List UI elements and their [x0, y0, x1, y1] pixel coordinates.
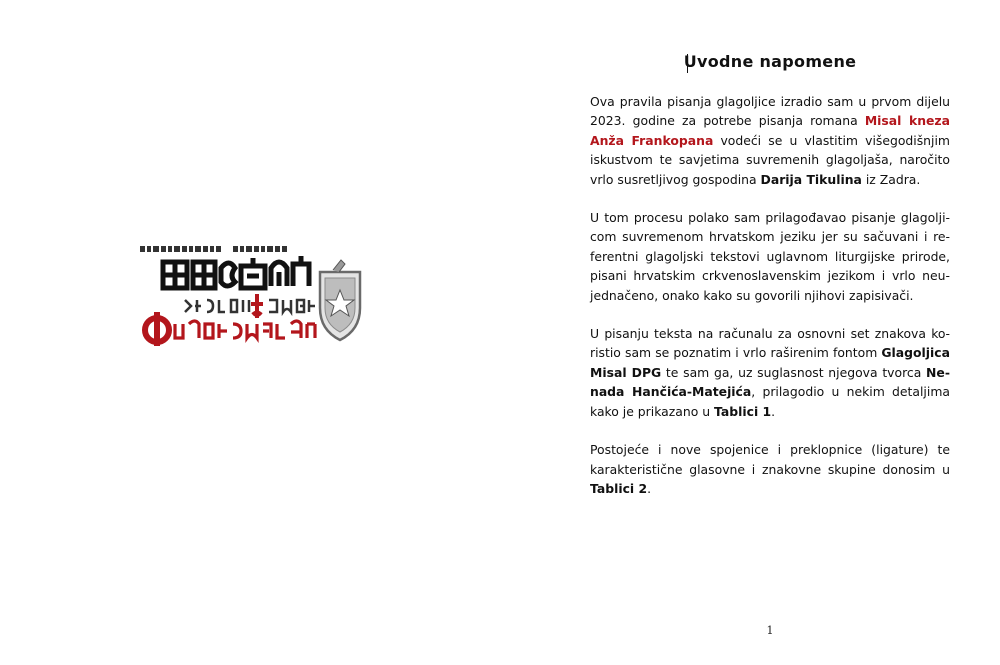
p1-text-1: Ova pravila pisanja glagoljice izradio sam u prvom dijelu 2023. godine za potrebe pisanja romana — [590, 94, 950, 129]
p1-red-title: Misal kneza Anža Frankopana — [590, 113, 950, 148]
p3-bold-author: Nenada Hančića-Matejića — [590, 364, 950, 400]
paragraph-4 — [590, 440, 950, 498]
page-number: 1 — [766, 624, 774, 637]
logo-large-black-glyphs — [163, 256, 309, 288]
logo-middle-glyph-row — [185, 294, 315, 318]
p4-text-1: Postojeće i nove spojenice i preklopnice (ligature) te karakteristične glasovne i znakovne skupine donosim u — [590, 442, 950, 477]
logo-shield-icon — [320, 260, 360, 340]
page-title: Uvodne napomene — [683, 52, 857, 71]
logo-red-glyph-row — [175, 321, 315, 338]
p1-bold-name: Darija Tikulina — [760, 171, 862, 187]
paragraph-2: U tom procesu polako sam prilagođavao pisanje glagoljicom suvremenom hrvatskom jeziku jer su sačuvani i referentni glagoljski tekstovi uglavnom liturgijske prirode, pisani hrvatskim crkvenoslavenskim jezikom i vrlo neujednačeno, onako kako su govorili njihovi zapisivači. — [590, 210, 950, 303]
p3-text-4: . — [771, 403, 776, 419]
body-text — [590, 92, 950, 517]
p4-text-2: . — [647, 480, 652, 496]
p1-text-3: iz Zadra. — [861, 171, 921, 187]
glagolitic-logo-icon — [135, 238, 370, 363]
p3-text-3: , prilagodio u nekim detaljima kako je prikazano u — [590, 384, 950, 419]
p4-bold-table: Tablici 2 — [590, 480, 648, 496]
logo-red-initial — [145, 312, 169, 346]
p3-bold-font: Glagoljica Misal DPG — [590, 345, 950, 380]
p1-text-2: vodeći se u vlastitim višegodišnjim iskustvom te savjetima suvremenih glagoljaša, naročito vrlo susretljivog gospodina — [590, 132, 950, 187]
p3-bold-table: Tablici 1 — [714, 403, 772, 419]
logo-small-glyph-row — [140, 246, 287, 252]
paragraph-1 — [590, 92, 950, 189]
p3-text-1: U pisanju teksta na računalu za osnovni set znakova koristio sam se poznatim i vrlo raširenim fontom — [590, 326, 950, 361]
p3-text-2: te sam ga, uz suglasnost njegova tvorca — [661, 364, 927, 380]
paragraph-3 — [590, 324, 950, 421]
